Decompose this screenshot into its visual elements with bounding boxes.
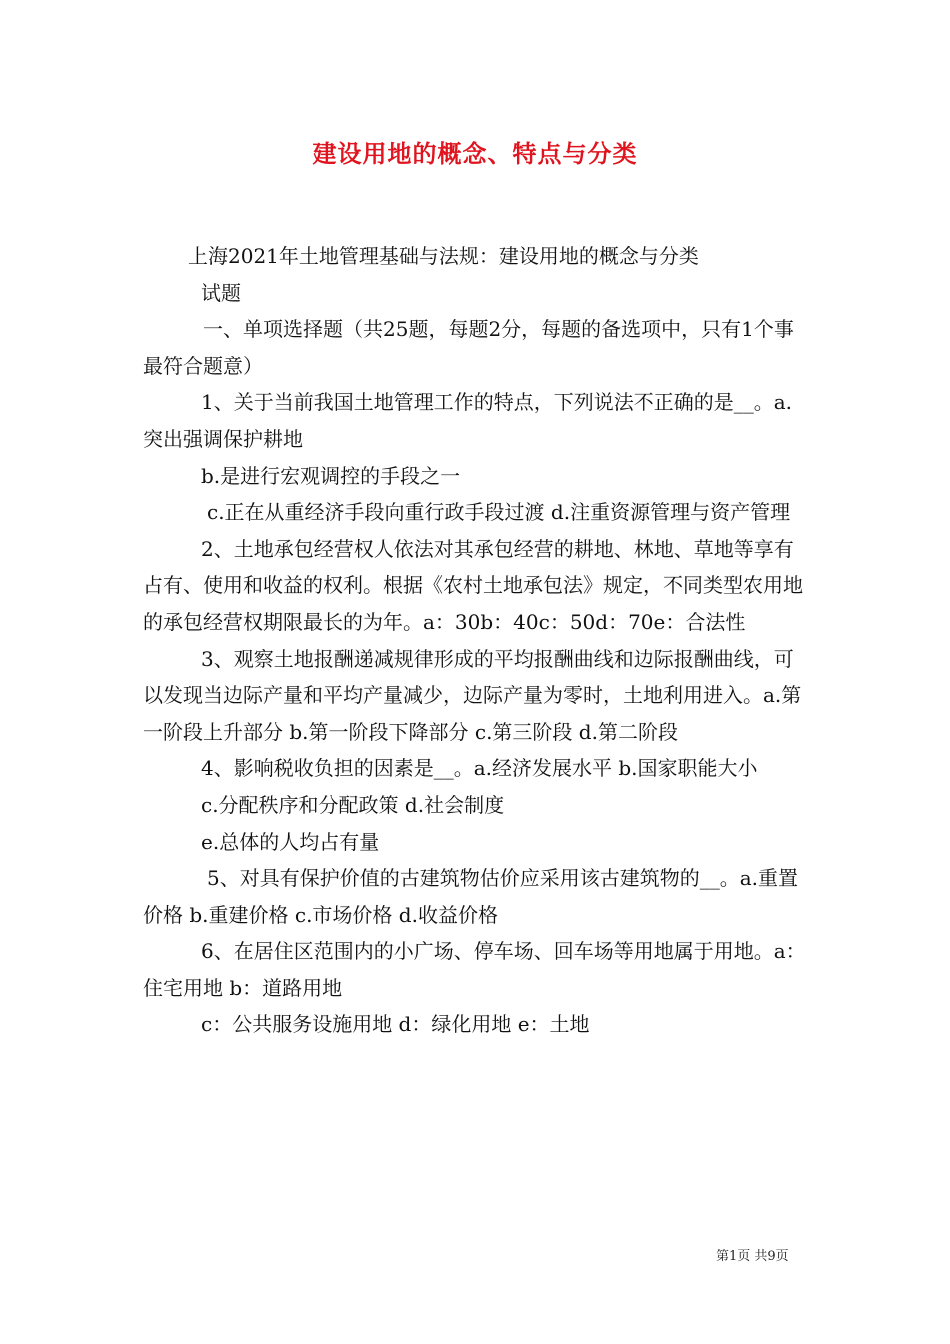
question-5: 5、对具有保护价值的古建筑物估价应采用该古建筑物的__。a.重置价格 b.重建价格 c.市场价格 d.收益价格: [143, 866, 799, 927]
page-number: 第1页 共9页: [716, 1249, 789, 1264]
paragraph-subtitle: 上海2021年土地管理基础与法规：建设用地的概念与分类: [188, 244, 699, 268]
paragraph-section-heading: 一、单项选择题（共25题，每题2分，每题的备选项中，只有1个事最符合题意）: [143, 317, 794, 378]
question-1-option: b.是进行宏观调控的手段之一: [201, 463, 461, 488]
question-4: 4、影响税收负担的因素是__。a.经济发展水平 b.国家职能大小: [201, 756, 758, 781]
paragraph-label: 试题: [201, 280, 241, 305]
document-body: [143, 238, 811, 1043]
document-title: 建设用地的概念、特点与分类: [312, 140, 638, 168]
question-6-option: c：公共服务设施用地 d：绿化用地 e：土地: [201, 1012, 590, 1037]
question-4-option: c.分配秩序和分配政策 d.社会制度: [201, 792, 505, 817]
question-1-option: c.正在从重经济手段向重行政手段过渡 d.注重资源管理与资产管理: [207, 500, 791, 525]
question-4-option: e.总体的人均占有量: [201, 829, 380, 854]
question-3: 3、观察土地报酬递减规律形成的平均报酬曲线和边际报酬曲线，可以发现当边际产量和平均产量减少，边际产量为零时，土地利用进入。a.第一阶段上升部分 b.第一阶段下降部分 c.第三阶段 d.第二阶段: [143, 646, 802, 744]
question-2: 2、土地承包经营权人依法对其承包经营的耕地、林地、草地等享有占有、使用和收益的权利。根据《农村土地承包法》规定，不同类型农用地的承包经营权期限最长的为年。a：30b：40c：50d：70e：合法性: [143, 536, 803, 634]
question-6: 6、在居住区范围内的小广场、停车场、回车场等用地属于用地。a：住宅用地 b：道路用地: [143, 939, 806, 1000]
question-1: 1、关于当前我国土地管理工作的特点，下列说法不正确的是__。a.突出强调保护耕地: [143, 390, 793, 451]
